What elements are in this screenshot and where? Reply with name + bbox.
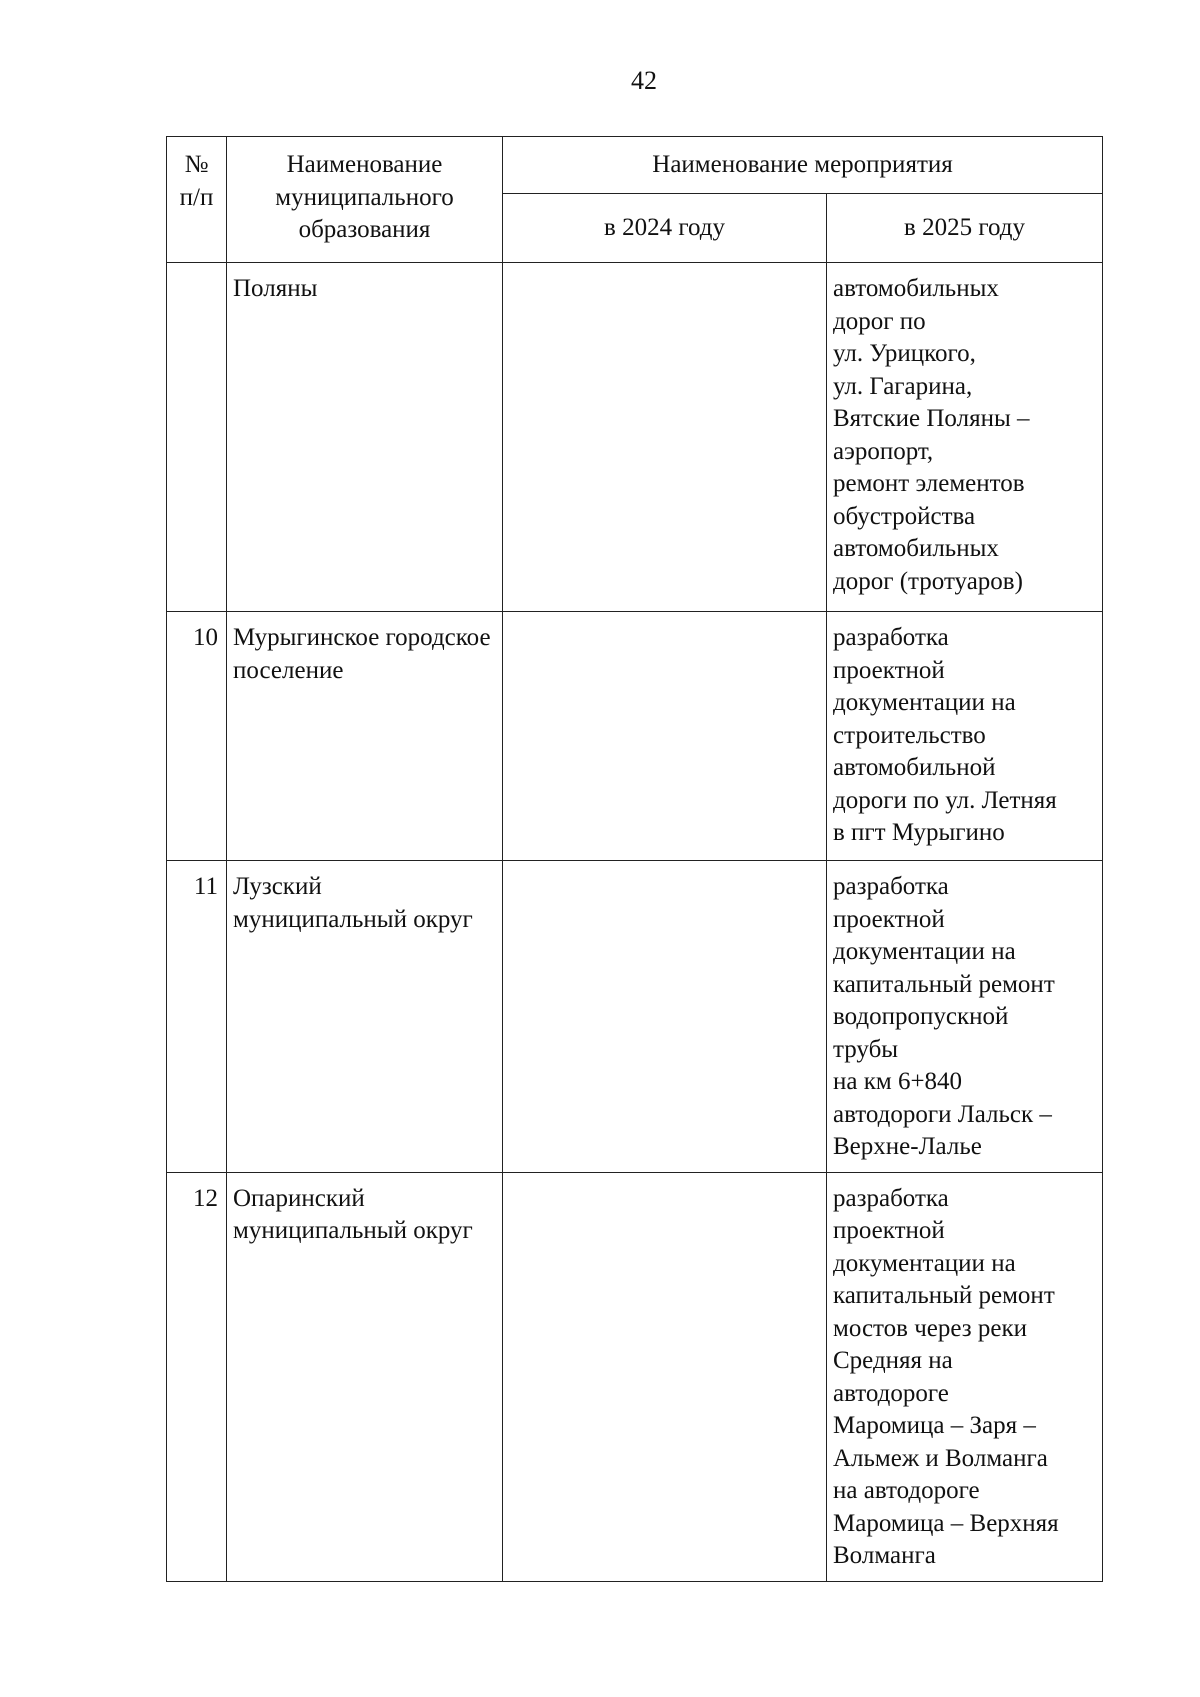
row-event-2025: автомобильных дорог по ул. Урицкого, ул. Гагарина, Вятские Поляны – аэропорт, ремонт элементов обустройства автомобильных дорог (тротуаров) xyxy=(827,263,1103,612)
row-event-2025: разработка проектной документации на строительство автомобильной дороги по ул. Летняя в пгт Мурыгино xyxy=(827,612,1103,861)
row-event-2025: разработка проектной документации на капитальный ремонт водопропускной трубы на км 6+840 автодороги Лальск – Верхне-Лалье xyxy=(827,861,1103,1173)
row-municipality: Мурыгинское городское поселение xyxy=(227,612,503,861)
table-row xyxy=(167,861,1103,1173)
table-row xyxy=(167,263,1103,612)
header-year-2024: в 2024 году xyxy=(503,194,827,263)
header-event: Наименование мероприятия xyxy=(503,137,1103,194)
table-row xyxy=(167,612,1103,861)
row-event-2024 xyxy=(503,612,827,861)
row-num: 10 xyxy=(167,612,227,861)
table-row xyxy=(167,1172,1103,1581)
row-event-2025: разработка проектной документации на капитальный ремонт мостов через реки Средняя на автодороге Маромица – Заря – Альмеж и Волманга на автодороге Маромица – Верхняя Волманга xyxy=(827,1172,1103,1581)
row-municipality: Опаринский муниципальный округ xyxy=(227,1172,503,1581)
row-municipality: Лузский муниципальный округ xyxy=(227,861,503,1173)
page-number: 42 xyxy=(631,66,657,95)
row-num: 11 xyxy=(167,861,227,1173)
row-num xyxy=(167,263,227,612)
row-event-2024 xyxy=(503,1172,827,1581)
row-municipality: Поляны xyxy=(227,263,503,612)
header-row-1 xyxy=(167,137,1103,194)
measures-table xyxy=(166,136,1103,1582)
row-event-2024 xyxy=(503,861,827,1173)
row-num: 12 xyxy=(167,1172,227,1581)
row-event-2024 xyxy=(503,263,827,612)
header-year-2025: в 2025 году xyxy=(827,194,1103,263)
header-municipality: Наименование муниципального образования xyxy=(227,137,503,263)
header-num: № п/п xyxy=(167,137,227,263)
